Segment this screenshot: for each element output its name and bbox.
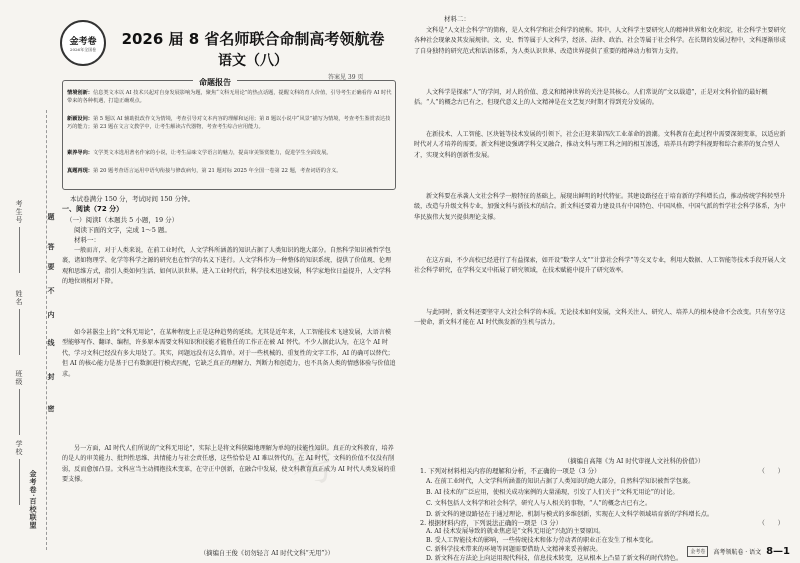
material-1-source: （摘编自王俊《切勿轻言 AI 时代文科“无用”》） <box>200 550 334 557</box>
page-footer <box>687 546 790 557</box>
material-2-paragraph: 与此同时，新文科还要坚守人文社会科学的本质。无论技术如何发展，文科关注人、研究人、培养人的根本使命不会改变。只有坚守这一使命，新文科才能在 AI 时代焕发新的生机与活力。 <box>414 309 786 327</box>
seal-word: 不 <box>47 286 55 295</box>
question-1-option-b[interactable]: B. AI 技术的广泛应用，使相关成功案例的大量涌现，引发了人们关于“文科无用论”的讨论。 <box>426 489 679 496</box>
field-class: 班级 <box>14 370 24 435</box>
seal-word: 封 <box>47 372 55 381</box>
question-1-option-c[interactable]: C. 文科包括人文科学和社会科学，研究人与人相关的事物，“人”的概念古已有之。 <box>426 500 652 507</box>
question-2-option-d[interactable]: D. 新文科在方法论上向运用现代科技，信息技术转变，这从根本上凸显了新文科的时代特色。 <box>426 555 683 562</box>
field-name: 姓名 <box>14 290 24 355</box>
report-row <box>67 167 393 175</box>
left-column <box>60 8 400 556</box>
binding-margin <box>0 0 56 563</box>
report-text: 信息类文本以 AI 技术兴起对自身发展影响为题，聚焦“文科无用论”的热点话题，提醒文科的育人价值，引导考生正确看待 AI 时代带来的各种机遇，打造正确观点。 <box>67 90 392 104</box>
material-2-paragraph: 文科是“人文社会科学”的简称，是人文科学和社会科学的统称。其中，人文科学主要研究人的精神世界和文化积淀，社会科学主要研究各种社会现象及其发展规律。文、史、哲等属于人文科学，经济、法律、政治、社会等属于社会科学。在长期的发展过程中，文科逐渐形成了自身独特的研究范式和话语体系，为人类认识世界、改造世界提供了重要的精神动力和智力支持。 <box>414 27 786 55</box>
question-intro: 阅读下面的文字，完成 1～5 题。 <box>74 226 171 234</box>
question-2-option-a[interactable]: A. AI 技术发展导致的就业焦虑是“文科无用论”兴起的主要原因。 <box>426 528 605 535</box>
exam-title: 2026 届 8 省名师联合命制高考领航卷 <box>121 30 385 48</box>
footer-brand: 金考卷 <box>687 546 708 557</box>
report-text: 文学类文本选用著名作家的小说，让考生品味文学语言的魅力，提高审美鉴赏能力，促进学生全面发展。 <box>92 150 332 156</box>
question-stem: 2. 根据材料内容，下列说法正确的一项是（3 分） <box>420 519 563 527</box>
answer-reference: 答案见 39 页 <box>328 74 364 81</box>
question-1-option-a[interactable]: A. 在前工业时代，人文学科所涵盖的知识占据了人类知识的绝大部分，自然科学知识被哲学包裹。 <box>426 478 695 485</box>
material-1-paragraph: 如今甚嚣尘上的“文科无用论”，在某种程度上正是这种趋势的延续。尤其是近年来，人工智能技术飞速发展，大语言模型能够写作、翻译、编程，许多原本需要文科知识和技能才能胜任的工作正在被 AI 替代。不少人据此认为，在这个 AI 时代，学习文科已经没有多大用处了。其实，问题远没有这么简单。对于一些机械的、重复性的文字工作，AI 的确可以替代；但 AI 的核心能力是基于已有数据进行模式匹配，它缺乏真正的理解力、判断力和创造力，也不具备人类的情感体验与价值追求。 <box>62 329 396 378</box>
question-2-option-c[interactable]: C. 新科学技术带来的环境等问题需要借助人文精神来妥善解决。 <box>426 546 602 553</box>
exam-info: 本试卷满分 150 分，考试时间 150 分钟。 <box>70 195 195 203</box>
report-tag: 新颖设问： <box>67 116 93 122</box>
footer-book-title: 高考领航卷 · 语文 <box>713 549 762 556</box>
seal-word: 要 <box>47 262 55 271</box>
seal-word: 内 <box>47 310 55 319</box>
report-box <box>62 80 396 190</box>
watermark: 考 <box>286 436 340 496</box>
report-text: 第 20 题考查语言运用中语句衔接与修改病句，第 21 题对标 2025 年全国一卷第 22 题，考查词语的含义。 <box>92 168 342 174</box>
question-stem: 1. 下列对材料相关内容的理解和分析，不正确的一项是（3 分） <box>420 467 601 475</box>
answer-blank[interactable]: （ ） <box>758 519 784 527</box>
logo-main: 金考卷 <box>69 36 97 47</box>
report-title: 命题报告 <box>193 77 237 88</box>
question-1 <box>420 466 788 476</box>
question-1-option-d[interactable]: D. 新文科的建设路径在于通过理论、机制与模式的多维创新，实现在人文科学领域培育新的学科增长点。 <box>426 511 714 518</box>
report-row <box>67 115 393 131</box>
answer-blank[interactable]: （ ） <box>758 467 784 475</box>
report-tag: 真题再现： <box>67 168 93 174</box>
material-2-paragraph: 在这方面，不少高校已经进行了有益探索，如开设“数字人文”“计算社会科学”等交叉专业，利用大数据、人工智能等技术手段开展人文社会科学研究，在学科交叉中拓展了研究领域，在技术赋能中提升了研究效率。 <box>414 257 786 275</box>
right-column <box>412 8 792 562</box>
seal-word: 题 <box>47 212 55 221</box>
material-2-heading: 材料二： <box>444 15 470 23</box>
question-2-option-b[interactable]: B. 受人工智能技术的影响，一些传统技术和体力劳动者的职业正在发生了根本变化。 <box>426 537 658 544</box>
brand-vertical: 金考卷·百校联盟 <box>29 470 38 530</box>
material-2-paragraph: 在新技术、人工智能、区块链等技术发展的引领下，社会正迎来第四次工业革命的浪潮。文科教育在此过程中需要深刻变革，以适应新时代对人才培养的需要。新文科建设强调学科交叉融合，推动文科与理工科之间的相互渗透，培养具有跨学科视野和综合素养的复合型人才，实现文科的创新性发展。 <box>414 131 786 159</box>
material-2-paragraph: 人文科学是探索“人”的学问，对人的价值、意义和精神世界的关注是其核心。人们常说的“文以载道”，正是对文科价值的最好概括。“人”的概念古已有之，但现代意义上的人文精神是在文艺复兴时期才得到充分发展的。 <box>414 89 768 107</box>
page-number: 8—1 <box>766 546 790 557</box>
question-group-heading: （一）阅读Ⅰ（本题共 5 小题，19 分） <box>66 216 179 224</box>
section-heading: 一、阅读（72 分） <box>62 205 124 213</box>
brand-logo <box>60 20 106 66</box>
material-1-paragraph: 另一方面，AI 时代人们所说的“文科无用论”，实际上是将文科狭隘地理解为单纯的技能性知识。真正的文科教育，培养的是人的审美能力、批判性思维、共情能力与社会责任感，这些恰恰是 AI 难以替代的。在 AI 时代，文科的价值不仅没有削弱，反而愈加凸显。文科应当主动拥抱技术变革，在守正中创新，在融合中发展，使文科教育真正成为 AI 时代人类发展的重要支撑。 <box>62 445 396 484</box>
report-row <box>67 89 393 105</box>
field-school: 学校 <box>14 440 24 505</box>
seal-word: 密 <box>47 404 55 413</box>
report-tag: 情境创新： <box>67 90 93 96</box>
material-1-paragraph: 一般而言，对于人类来说，在前工业时代，人文学科所涵盖的知识占据了人类知识的绝大部分。自然科学知识被哲学包裹，诸如物理学、化学等科学之源的研究也在哲学的名义下进行。人文学科作为一种整体的知识系统，提供了价值观、伦理观和思维方式，指引人类如何生活、如何认识世界。进入工业时代后，科学技术迅速发展，科学家地位日益提升，人文学科的地位则相对下降。 <box>62 247 392 286</box>
logo-sub: 2026年全国卷 <box>69 46 97 52</box>
material-2-paragraph: 新文科要在承袭人文社会科学一般特征的基础上，展现出鲜明的时代特征。其建设路径在于培育新的学科增长点，推动传统学科转型升级，改造与升级文科专业，加强文科与新技术的结合。新文科还要着力建设具有中国特色、中国风格、中国气派的哲学社会科学体系，为中华民族伟大复兴提供理论支撑。 <box>414 193 786 221</box>
field-student-id: 考生号 <box>14 200 24 273</box>
material-1-heading: 材料一： <box>74 236 100 244</box>
report-text: 第 5 题以 AI 辅助批改作文为情境，考查引导对文本内容的理解和运用；第 8 题以小说中“风景”描写为情境，考查考生鉴赏表达技巧的能力；第 23 题在文言文教学中，让考生解读古代器物，考查考生综合应用能力。 <box>67 116 391 130</box>
material-2-source: （摘编自高翔《为 AI 时代审视人文社科的价值》） <box>564 458 705 465</box>
seal-word: 线 <box>47 338 55 347</box>
report-tag: 素养导向： <box>67 150 93 156</box>
seal-line <box>46 110 56 550</box>
exam-subtitle: 语文（八） <box>218 53 288 69</box>
report-row <box>67 149 393 157</box>
seal-word: 答 <box>47 242 55 251</box>
